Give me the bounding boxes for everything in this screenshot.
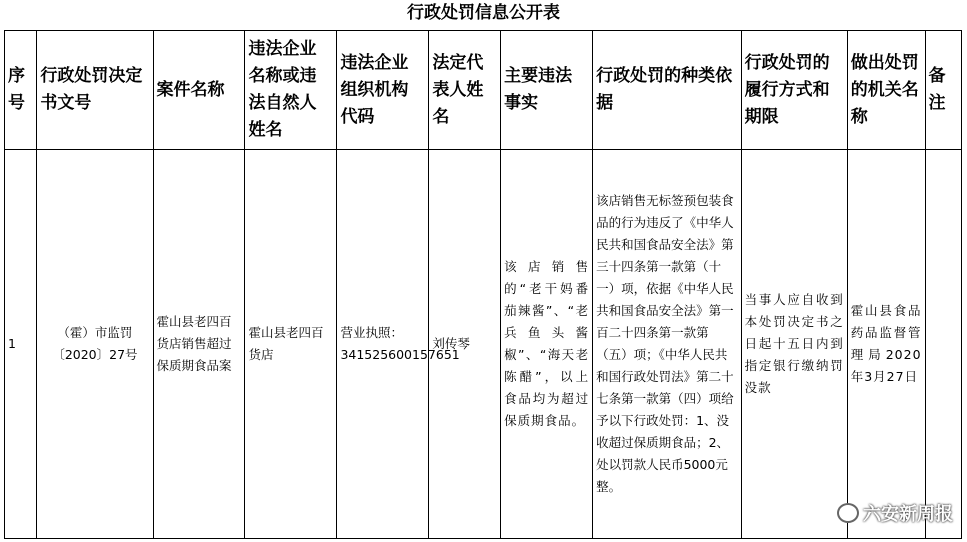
cell-legal-rep: 刘传琴 [429,150,501,539]
header-row [5,31,962,150]
header-authority: 做出处罚的机关名称 [847,31,925,150]
watermark-text: 六安新周报 [863,504,953,525]
cell-org-code: 营业执照：341525600157651 [337,150,429,539]
cell-method: 当事人应自收到本处罚决定书之日起十五日内到指定银行缴纳罚没款 [741,150,847,539]
cell-remark [925,150,961,539]
wechat-icon [837,503,859,523]
cell-doc-no: （霍）市监罚〔2020〕27号 [37,150,153,539]
cell-index: 1 [5,150,37,539]
cell-facts: 该店销售的“老干妈番茄辣酱”、“老兵鱼头酱椒”、“海天老陈醋”，以上食品均为超过保质期食品。 [501,150,593,539]
header-index: 序号 [5,31,37,150]
header-basis: 行政处罚的种类依据 [593,31,742,150]
cell-violator: 霍山县老四百货店 [245,150,337,539]
table-title: 行政处罚信息公开表 [407,3,560,23]
cell-authority: 霍山县食品药品监督管理局2020年3月27日 [847,150,925,539]
header-org-code: 违法企业组织机构代码 [337,31,429,150]
table-row [5,150,962,539]
header-case-name: 案件名称 [153,31,245,150]
header-doc-no: 行政处罚决定书文号 [37,31,153,150]
penalty-info-table [4,30,962,539]
header-facts: 主要违法事实 [501,31,593,150]
cell-case-name: 霍山县老四百货店销售超过保质期食品案 [153,150,245,539]
watermark [837,500,953,526]
header-remark: 备注 [925,31,961,150]
header-violator: 违法企业名称或违法自然人姓名 [245,31,337,150]
header-method: 行政处罚的履行方式和期限 [741,31,847,150]
cell-basis: 该店销售无标签预包装食品的行为违反了《中华人民共和国食品安全法》第三十四条第一款第（十一）项，依据《中华人民共和国食品安全法》第一百二十四条第一款第（五）项；《中华人民共和国行政处罚法》第二十七条第一款第（四）项给予以下行政处罚：1、没收超过保质期食品；2、处以罚款人民币5000元整。 [593,150,742,539]
header-legal-rep: 法定代表人姓名 [429,31,501,150]
